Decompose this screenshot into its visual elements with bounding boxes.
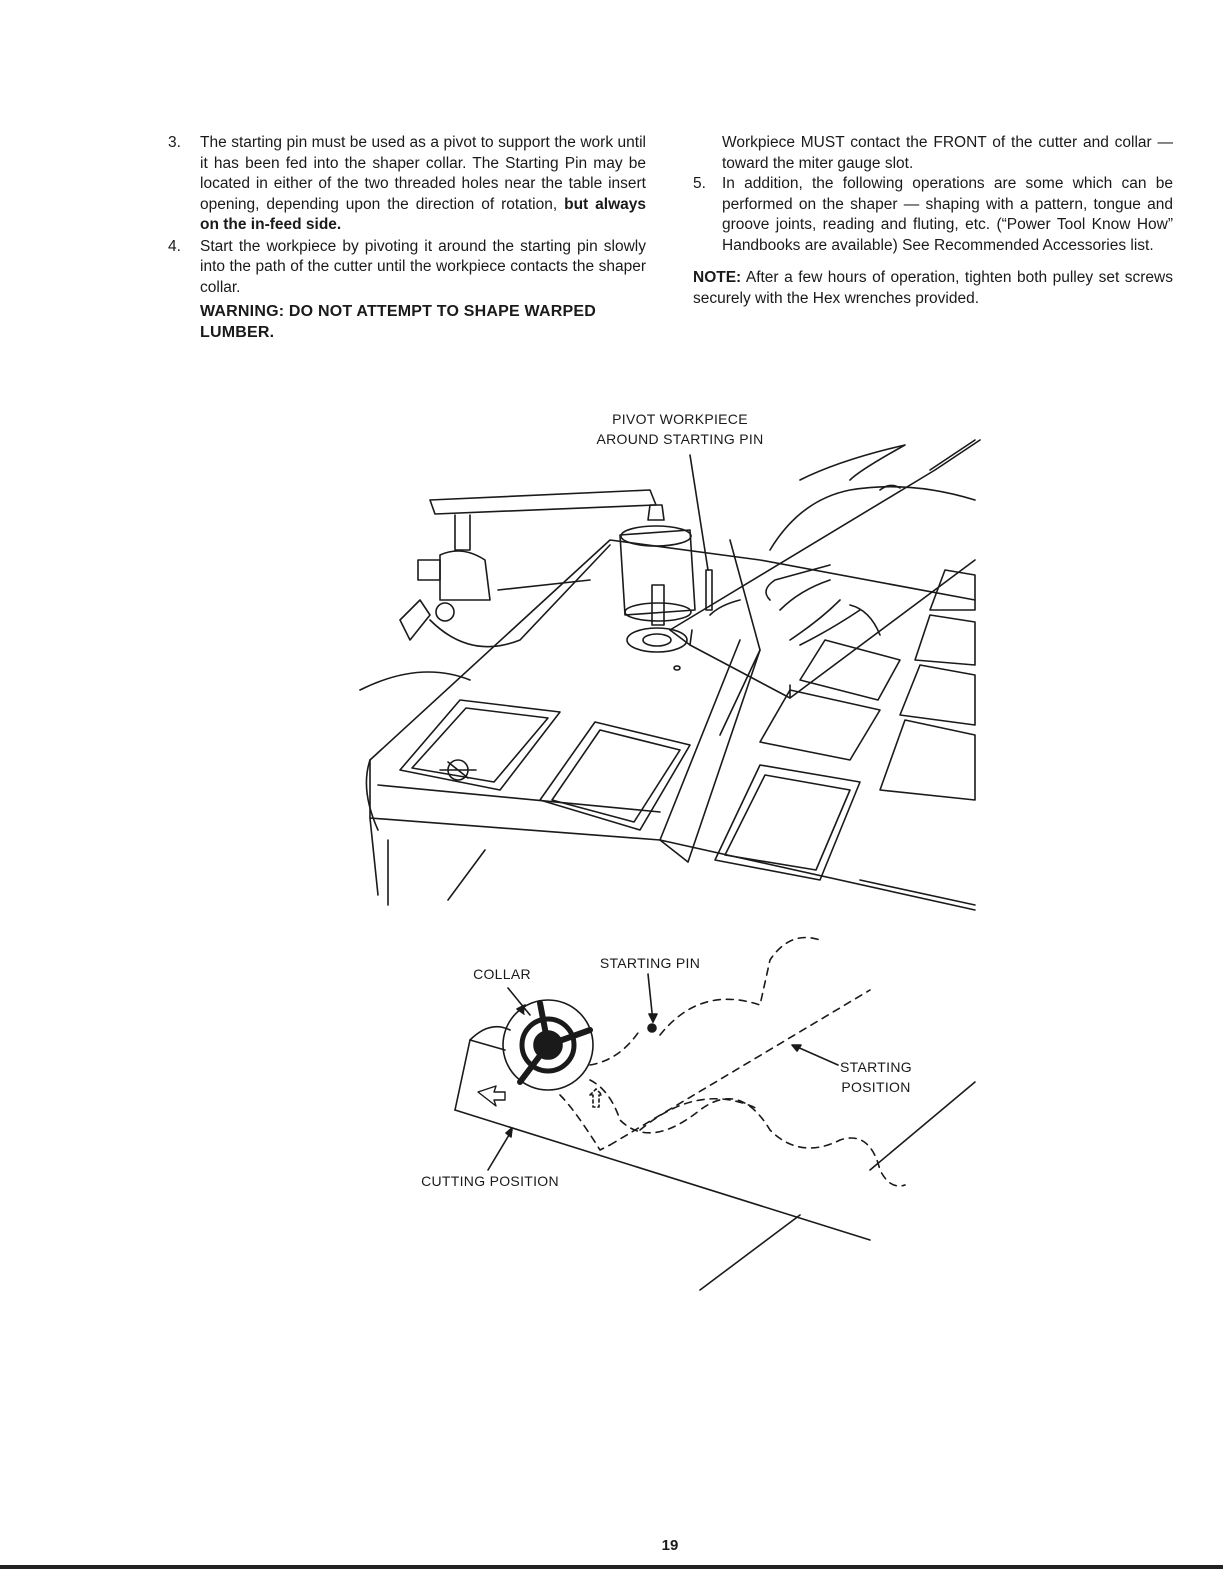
item-number: 3.	[168, 134, 181, 151]
cutting-position-label: CUTTING POSITION	[421, 1173, 559, 1189]
instruction-item-3	[168, 133, 646, 236]
footer-rule	[0, 1565, 1223, 1569]
item-5-text: In addition, the following operations are some which can be performed on the shaper — shaping with a pattern, tongue and groove joints, reading and fluting, etc. (“Power Tool Know How” Handbooks are available) See Recommended Accessories list.	[722, 175, 1173, 254]
item-3-emphasis: but always on the in-feed side.	[200, 195, 647, 233]
note-label: NOTE:	[693, 269, 742, 286]
item-4-text: Start the workpiece by pivoting it around the starting pin slowly into the path of the cutter until the workpiece contacts the shaper collar.	[200, 237, 646, 296]
pivot-label-line1: PIVOT WORKPIECE	[612, 411, 748, 427]
note-text: After a few hours of operation, tighten both pulley set screws securely with the Hex wrenches provided.	[693, 269, 1173, 307]
start-arrow-icon	[590, 1089, 602, 1107]
right-column	[693, 133, 1173, 309]
item-text	[200, 133, 646, 236]
item-number: 4.	[168, 237, 181, 255]
pivot-label-line2: AROUND STARTING PIN	[596, 431, 764, 447]
starting-pin-label: STARTING PIN	[599, 955, 701, 971]
feed-arrow-icon	[478, 1086, 505, 1106]
starting-position-label-line1: STARTING	[840, 1059, 912, 1075]
left-column	[168, 133, 646, 343]
shaper-illustration	[330, 395, 1020, 1325]
warning-text: WARNING: DO NOT ATTEMPT TO SHAPE WARPED LUMBER.	[200, 303, 596, 341]
instruction-item-4	[168, 237, 646, 299]
instruction-item-5	[693, 174, 1173, 256]
page-number: 19	[661, 1537, 679, 1554]
starting-position-leader	[795, 1046, 838, 1065]
item-3-text: The starting pin must be used as a pivot to support the work until it has been fed into the shaper collar. The Starting Pin may be located in either of the two threaded holes near the table insert opening, depending upon the direction of rotation,	[200, 134, 646, 213]
cutting-path-diagram	[421, 938, 975, 1291]
starting-position-label-line2: POSITION	[841, 1079, 911, 1095]
cutting-position-leader	[488, 1130, 512, 1170]
starting-pin-dot	[648, 1024, 656, 1032]
note-paragraph	[693, 268, 1173, 309]
shaper-table-drawing	[360, 440, 980, 910]
item-number: 5.	[693, 175, 706, 192]
collar-label: COLLAR	[473, 966, 531, 982]
continuation-paragraph: Workpiece MUST contact the FRONT of the cutter and collar — toward the miter gauge slot.	[722, 134, 1173, 172]
